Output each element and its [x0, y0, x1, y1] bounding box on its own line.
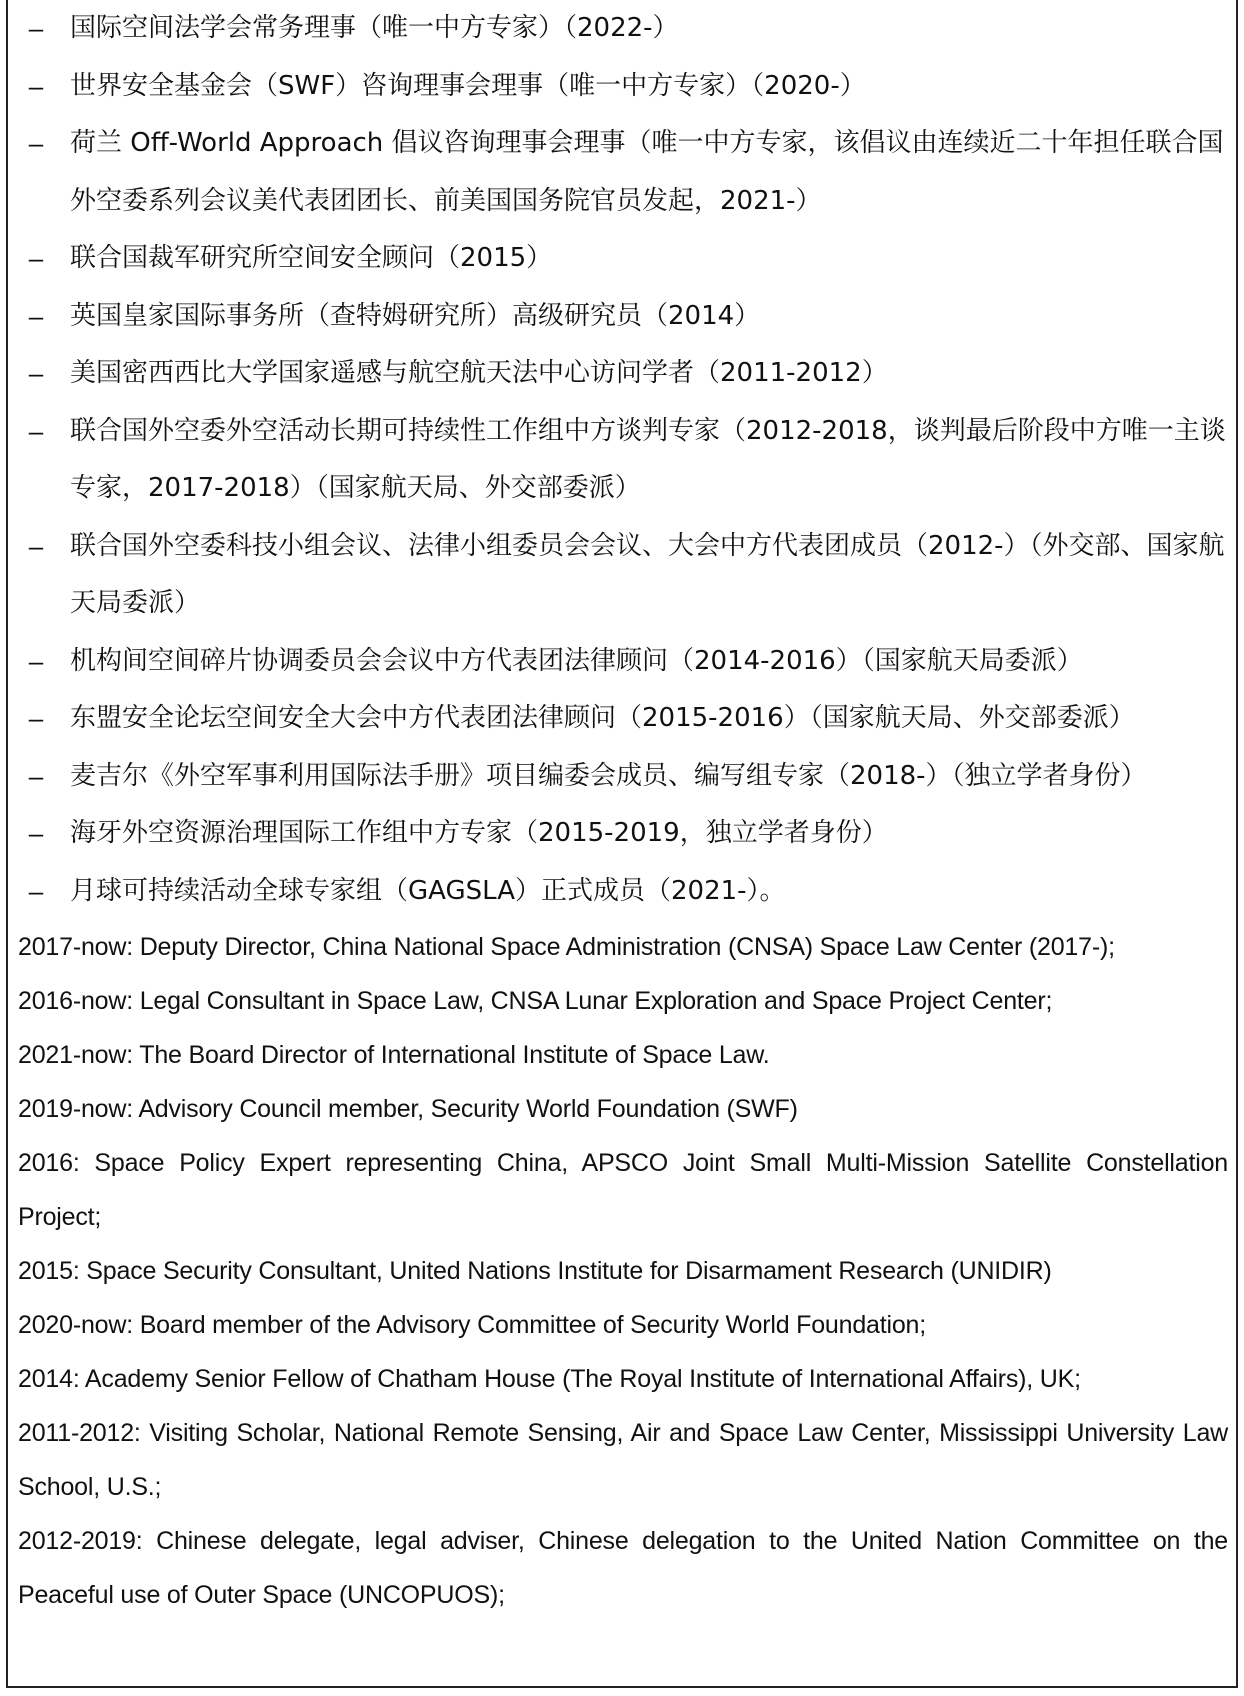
dash-bullet-icon: –	[28, 818, 44, 848]
list-item-text: 联合国外空委外空活动长期可持续性工作组中方谈判专家（2012-2018，谈判最后阶段中方唯一主谈专家，2017-2018）（国家航天局、外交部委派）	[70, 415, 1226, 503]
list-item-text: 麦吉尔《外空军事利用国际法手册》项目编委会成员、编写组专家（2018-）（独立学者身份）	[70, 760, 1147, 791]
list-item: 2021-now: The Board Director of International Institute of Space Law.	[18, 1041, 770, 1069]
list-item-text: 英国皇家国际事务所（查特姆研究所）高级研究员（2014）	[70, 300, 761, 331]
list-item	[18, 690, 1228, 748]
list-item-text: 美国密西西比大学国家遥感与航空航天法中心访问学者（2011-2012）	[70, 358, 888, 388]
dash-bullet-icon: –	[28, 70, 44, 101]
list-item: 2019-now: Advisory Council member, Security World Foundation (SWF)	[18, 1095, 798, 1123]
list-item-text: 东盟安全论坛空间安全大会中方代表团法律顾问（2015-2016）（国家航天局、外交部委派）	[70, 703, 1135, 733]
list-item	[18, 230, 1228, 288]
english-positions-list	[18, 920, 1228, 1622]
dash-bullet-icon: –	[28, 128, 44, 158]
list-item-text: 国际空间法学会常务理事（唯一中方专家）（2022-）	[70, 13, 679, 43]
list-item: 2020-now: Board member of the Advisory Committee of Security World Foundation;	[18, 1311, 926, 1339]
list-item	[18, 58, 1228, 116]
dash-bullet-icon: –	[28, 13, 44, 43]
list-item: 2012-2019: Chinese delegate, legal adviser, Chinese delegation to the United Nation Committee on the Peaceful use of Outer Space (UNCOPUOS);	[18, 1527, 1228, 1609]
dash-bullet-icon: –	[28, 300, 44, 331]
list-item-text: 联合国外空委科技小组会议、法律小组委员会会议、大会中方代表团成员（2012-）（外交部、国家航天局委派）	[70, 530, 1225, 618]
list-item-text: 海牙外空资源治理国际工作组中方专家（2015-2019，独立学者身份）	[70, 818, 888, 848]
list-item	[18, 288, 1228, 346]
list-item-text: 机构间空间碎片协调委员会会议中方代表团法律顾问（2014-2016）（国家航天局委派）	[70, 645, 1083, 676]
dash-bullet-icon: –	[28, 358, 44, 388]
dash-bullet-icon: –	[28, 875, 44, 906]
list-item: 2014: Academy Senior Fellow of Chatham House (The Royal Institute of International Affairs), UK;	[18, 1365, 1081, 1393]
list-item-text: 联合国裁军研究所空间安全顾问（2015）	[70, 243, 553, 273]
list-item	[18, 345, 1228, 403]
list-item	[18, 518, 1228, 633]
list-item-text: 世界安全基金会（SWF）咨询理事会理事（唯一中方专家）（2020-）	[70, 70, 866, 101]
list-item	[18, 863, 1228, 921]
list-item	[18, 748, 1228, 806]
list-item	[18, 805, 1228, 863]
list-item	[18, 0, 1228, 58]
list-item: 2016: Space Policy Expert representing China, APSCO Joint Small Multi-Mission Satellite Constellation Project;	[18, 1149, 1228, 1231]
dash-bullet-icon: –	[28, 703, 44, 733]
list-item	[18, 633, 1228, 691]
dash-bullet-icon: –	[28, 645, 44, 676]
list-item: 2017-now: Deputy Director, China National Space Administration (CNSA) Space Law Center (2017-);	[18, 933, 1115, 961]
chinese-positions-list	[18, 0, 1228, 920]
dash-bullet-icon: –	[28, 243, 44, 273]
document-body	[18, 0, 1228, 1622]
list-item: 2015: Space Security Consultant, United Nations Institute for Disarmament Research (UNIDIR)	[18, 1257, 1052, 1285]
list-item-text: 荷兰 Off-World Approach 倡议咨询理事会理事（唯一中方专家，该倡议由连续近二十年担任联合国外空委系列会议美代表团团长、前美国国务院官员发起，2021-）	[70, 128, 1224, 216]
list-item-text: 月球可持续活动全球专家组（GAGSLA）正式成员（2021-）。	[70, 875, 786, 906]
list-item	[18, 115, 1228, 230]
dash-bullet-icon: –	[28, 415, 44, 446]
list-item: 2011-2012: Visiting Scholar, National Remote Sensing, Air and Space Law Center, Mississippi University Law School, U.S.;	[18, 1419, 1228, 1501]
dash-bullet-icon: –	[28, 760, 44, 791]
list-item	[18, 403, 1228, 518]
list-item: 2016-now: Legal Consultant in Space Law, CNSA Lunar Exploration and Space Project Center;	[18, 987, 1053, 1015]
dash-bullet-icon: –	[28, 530, 44, 561]
